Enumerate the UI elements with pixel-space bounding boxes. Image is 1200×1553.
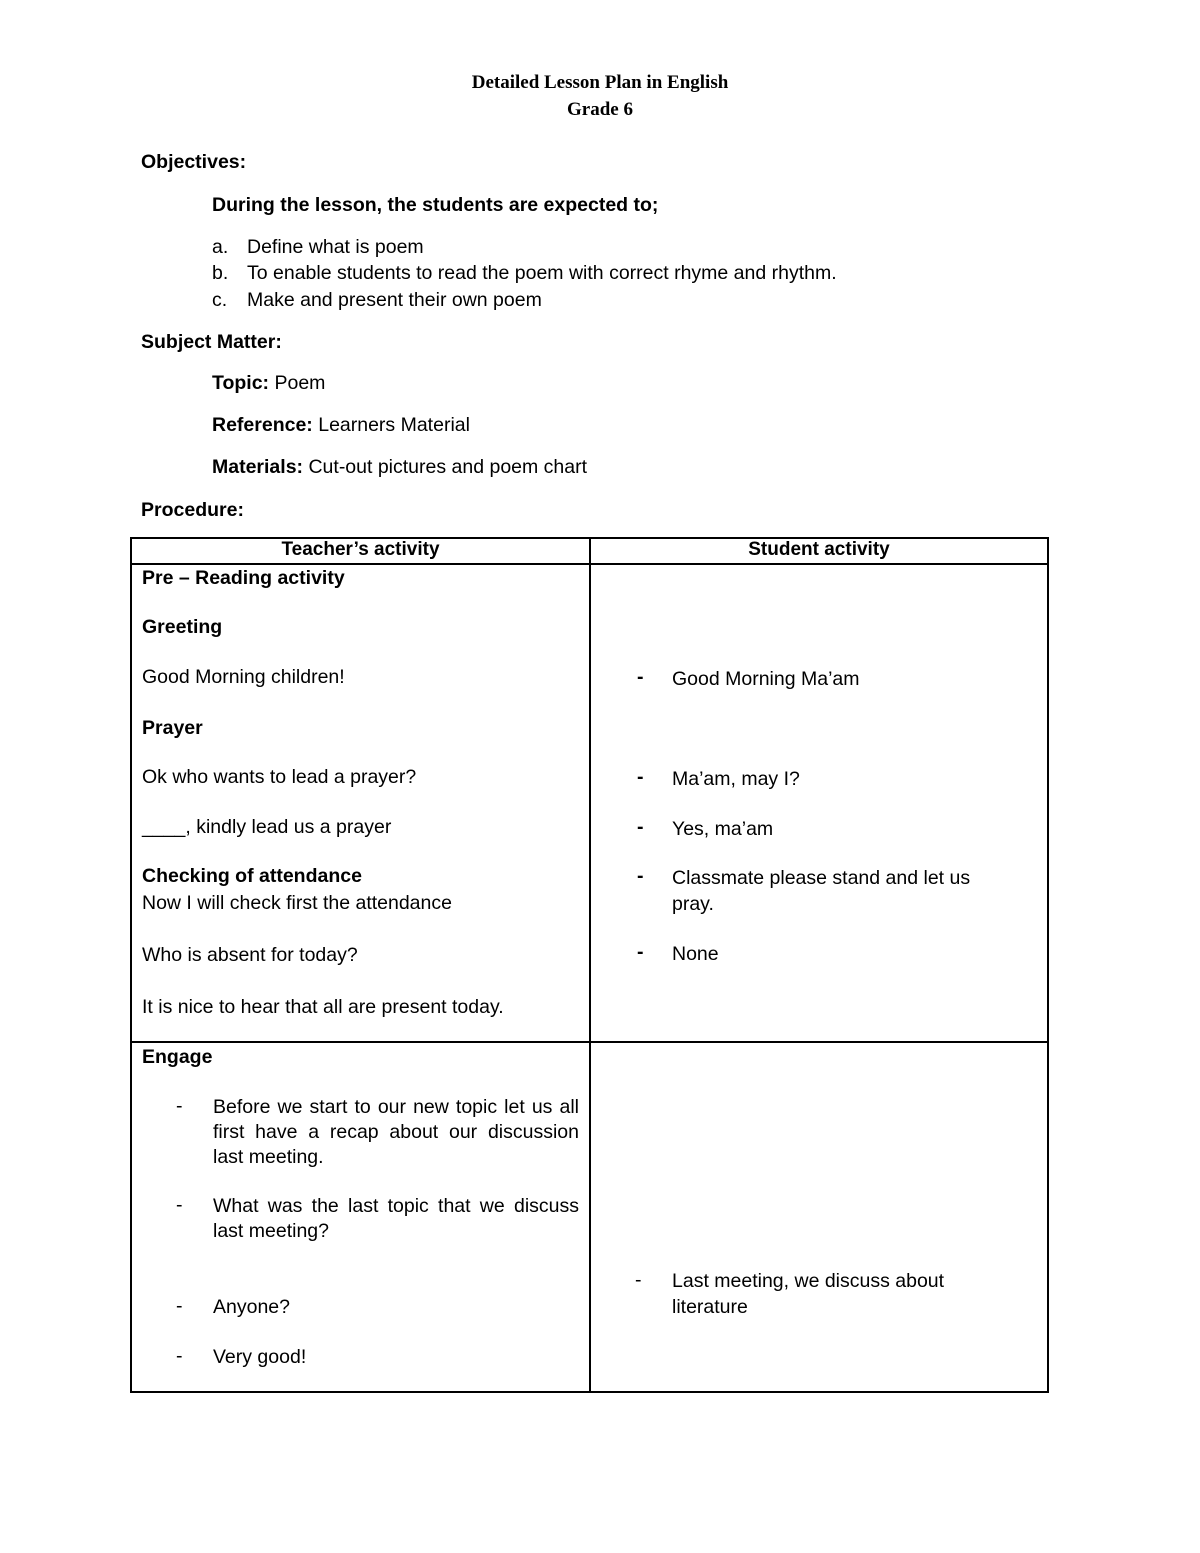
prayer-lead-text: ____, kindly lead us a prayer <box>142 816 392 838</box>
attendance-text: Now I will check first the attendance <box>142 892 452 914</box>
procedure-heading: Procedure: <box>141 499 244 521</box>
engage-heading: Engage <box>142 1046 213 1068</box>
objective-text: To enable students to read the poem with correct rhyme and rhythm. <box>247 262 837 284</box>
engage-dash: - <box>176 1295 183 1317</box>
reference-value: Learners Material <box>318 414 470 436</box>
document-title: Detailed Lesson Plan in English <box>471 72 729 93</box>
teacher-engage-cell <box>131 1042 590 1392</box>
topic-label: Topic: <box>212 372 270 394</box>
greeting-text: Good Morning children! <box>142 666 345 688</box>
student-response-5: None <box>672 943 719 965</box>
objectives-intro: During the lesson, the students are expected to; <box>212 194 659 216</box>
absent-question: Who is absent for today? <box>142 944 358 966</box>
engage-dash: - <box>176 1345 183 1367</box>
teacher-pre-reading-cell <box>131 564 590 1042</box>
topic-value: Poem <box>274 372 326 394</box>
engage-item-2: What was the last topic that we discuss last meeting? <box>213 1195 579 1242</box>
student-response-3: Yes, ma’am <box>672 818 774 840</box>
present-text: It is nice to hear that all are present today. <box>142 996 504 1018</box>
student-response-2: Ma’am, may I? <box>672 768 800 790</box>
objective-item-b <box>212 262 837 285</box>
objectives-heading: Objectives: <box>141 151 247 173</box>
grade-label: Grade 6 <box>567 99 633 120</box>
student-response-1: Good Morning Ma’am <box>672 668 860 690</box>
table-header-row <box>131 538 1048 564</box>
materials-line <box>212 456 587 479</box>
reference-line <box>212 414 470 437</box>
objective-marker: a. <box>212 236 229 258</box>
engage-item-3: Anyone? <box>213 1296 290 1318</box>
response-dash: - <box>637 666 644 688</box>
response-dash: - <box>637 766 644 788</box>
engage-response-dash: - <box>635 1269 642 1291</box>
materials-value: Cut-out pictures and poem chart <box>308 456 588 478</box>
procedure-table <box>130 537 1049 1393</box>
teacher-activity-header: Teacher’s activity <box>131 538 590 564</box>
student-engage-cell <box>590 1042 1048 1392</box>
reference-label: Reference: <box>212 414 313 436</box>
engage-dash: - <box>176 1194 183 1216</box>
student-activity-header: Student activity <box>590 538 1048 564</box>
objective-marker: c. <box>212 289 228 311</box>
response-dash: - <box>637 865 644 887</box>
greeting-heading: Greeting <box>142 616 223 638</box>
objective-marker: b. <box>212 262 229 284</box>
objective-text: Make and present their own poem <box>247 289 542 311</box>
student-response-4: Classmate please stand and let us pray. <box>672 867 971 915</box>
topic-line <box>212 372 325 395</box>
table-row <box>131 564 1048 1042</box>
subject-matter-heading: Subject Matter: <box>141 331 282 353</box>
response-dash: - <box>637 941 644 963</box>
attendance-heading: Checking of attendance <box>142 865 362 887</box>
objective-item-c <box>212 289 542 312</box>
engage-dash: - <box>176 1095 183 1117</box>
objective-item-a <box>212 236 424 259</box>
objective-text: Define what is poem <box>247 236 424 258</box>
engage-item-4: Very good! <box>213 1346 307 1368</box>
table-row <box>131 1042 1048 1392</box>
engage-student-response: Last meeting, we discuss about literature <box>672 1270 945 1318</box>
student-pre-reading-cell <box>590 564 1048 1042</box>
prayer-heading: Prayer <box>142 717 203 739</box>
pre-reading-heading: Pre – Reading activity <box>142 567 345 589</box>
prayer-question: Ok who wants to lead a prayer? <box>142 766 417 788</box>
materials-label: Materials: <box>212 456 304 478</box>
engage-item-1: Before we start to our new topic let us all first have a recap about our discussion last meeting. <box>213 1096 579 1168</box>
response-dash: - <box>637 816 644 838</box>
